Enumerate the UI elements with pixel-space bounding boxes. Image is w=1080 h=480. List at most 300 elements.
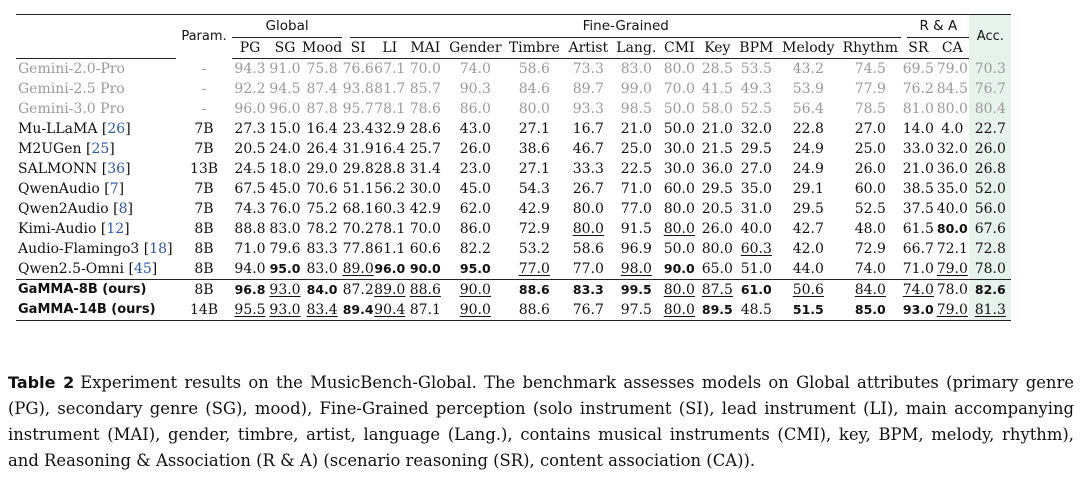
score-cell	[268, 219, 302, 239]
score-cell	[268, 79, 302, 99]
score-value: 77.8	[342, 241, 374, 257]
score-cell	[232, 59, 268, 80]
score-cell	[302, 259, 342, 280]
score-value: 89.0	[342, 261, 374, 277]
column-header: MAI	[405, 38, 445, 59]
score-cell	[232, 300, 268, 321]
score-value: 80.0	[936, 221, 968, 236]
score-value: 52.5	[740, 101, 772, 117]
score-value: 16.4	[374, 141, 406, 157]
score-value: 90.0	[459, 282, 491, 298]
score-cell	[302, 300, 342, 321]
score-cell	[232, 119, 268, 139]
score-cell	[342, 259, 374, 280]
score-cell	[613, 59, 659, 80]
score-value: 91.0	[269, 61, 301, 77]
score-value: 71.0	[620, 181, 652, 197]
score-value: 91.5	[620, 221, 652, 237]
param-cell: -	[201, 101, 207, 117]
accuracy-cell	[969, 159, 1011, 179]
score-value: 44.0	[792, 261, 824, 277]
score-value: 89.7	[572, 81, 604, 97]
score-cell	[935, 219, 969, 239]
score-value: 48.0	[854, 221, 886, 237]
score-value: 70.0	[409, 61, 441, 77]
score-value: 51.1	[342, 181, 374, 197]
score-cell	[405, 280, 445, 301]
table-row	[16, 300, 1011, 321]
score-value: 78.2	[306, 221, 338, 237]
score-cell	[735, 159, 777, 179]
table-row	[16, 79, 1011, 99]
score-value: 53.9	[792, 81, 824, 97]
score-value: 25.0	[620, 141, 652, 157]
score-cell	[735, 139, 777, 159]
score-value: 83.3	[572, 282, 604, 297]
score-value: 80.0	[572, 221, 604, 237]
score-value: 42.9	[409, 201, 441, 217]
column-header: Mood	[302, 38, 342, 59]
score-cell	[445, 239, 505, 259]
score-cell	[268, 139, 302, 159]
score-cell	[563, 239, 613, 259]
score-value: 24.0	[269, 141, 301, 157]
score-value: 84.0	[854, 282, 886, 298]
score-value: 70.0	[409, 221, 441, 237]
score-cell	[839, 259, 901, 280]
score-value: 43.2	[792, 61, 824, 77]
score-cell	[232, 139, 268, 159]
score-cell	[935, 199, 969, 219]
score-cell	[735, 119, 777, 139]
score-cell	[342, 179, 374, 199]
score-value: 61.0	[740, 282, 772, 297]
score-cell	[613, 179, 659, 199]
score-value: 27.1	[518, 121, 550, 137]
score-value: 72.1	[936, 241, 968, 257]
score-cell	[699, 79, 735, 99]
score-value: 23.4	[342, 121, 374, 137]
score-value: 84.5	[936, 81, 968, 97]
column-header: BPM	[735, 38, 777, 59]
score-cell	[659, 179, 699, 199]
score-cell	[935, 280, 969, 301]
score-value: 56.0	[974, 201, 1006, 217]
score-cell	[901, 259, 935, 280]
score-cell	[374, 179, 405, 199]
score-cell	[699, 259, 735, 280]
score-value: 27.3	[234, 121, 266, 137]
score-value: 29.1	[792, 181, 824, 197]
score-cell	[563, 59, 613, 80]
score-value: 21.0	[902, 161, 934, 177]
score-value: 52.0	[974, 181, 1006, 197]
score-cell	[232, 259, 268, 280]
score-value: 42.7	[792, 221, 824, 237]
score-cell	[374, 280, 405, 301]
column-header: SI	[342, 38, 374, 59]
score-cell	[735, 199, 777, 219]
score-value: 31.9	[342, 141, 374, 157]
score-value: 4.0	[941, 121, 964, 137]
score-value: 95.0	[459, 261, 491, 276]
score-cell	[735, 300, 777, 321]
score-value: 71.0	[902, 261, 934, 277]
score-value: 26.0	[854, 161, 886, 177]
score-value: 86.0	[459, 101, 491, 117]
score-cell	[445, 199, 505, 219]
global-group-header: Global	[232, 15, 342, 38]
score-cell	[935, 99, 969, 119]
score-value: 87.4	[306, 81, 338, 97]
score-cell	[445, 219, 505, 239]
accuracy-cell	[969, 99, 1011, 119]
table-row	[16, 99, 1011, 119]
score-value: 52.5	[854, 201, 886, 217]
score-value: 90.0	[663, 261, 695, 276]
score-value: 30.0	[409, 181, 441, 197]
score-value: 24.9	[792, 161, 824, 177]
score-cell	[302, 219, 342, 239]
score-cell	[302, 99, 342, 119]
score-value: 93.3	[572, 101, 604, 117]
ra-group-header: R & A	[907, 15, 969, 38]
score-value: 22.5	[620, 161, 652, 177]
score-value: 81.3	[974, 302, 1006, 318]
score-cell	[342, 219, 374, 239]
score-cell	[659, 99, 699, 119]
score-value: 22.8	[792, 121, 824, 137]
table-row	[16, 59, 1011, 80]
score-value: 54.3	[518, 181, 550, 197]
score-value: 79.0	[936, 302, 968, 318]
score-value: 94.5	[269, 81, 301, 97]
score-value: 15.0	[269, 121, 301, 137]
column-header: LI	[374, 38, 405, 59]
score-cell	[613, 99, 659, 119]
score-value: 38.6	[518, 141, 550, 157]
accuracy-cell	[969, 199, 1011, 219]
score-value: 58.6	[572, 241, 604, 257]
score-cell	[777, 59, 839, 80]
score-value: 79.6	[269, 241, 301, 257]
score-value: 66.7	[902, 241, 934, 257]
score-cell	[505, 300, 563, 321]
score-value: 24.9	[792, 141, 824, 157]
caption-label: Table 2	[8, 373, 75, 392]
table-row: SALMONN [36] 13B 24.5 18.0 29.0 29.8 28.8 31.4 23.0 27.1 33.3 22.5 30.0 36.0 27.0 24.9 26.0 21.0 36.0 26.8	[16, 159, 1011, 179]
score-value: 29.5	[740, 141, 772, 157]
score-value: 88.6	[409, 282, 441, 298]
score-value: 95.0	[269, 261, 301, 276]
score-value: 42.9	[518, 201, 550, 217]
score-cell	[232, 219, 268, 239]
score-cell	[613, 219, 659, 239]
score-value: 78.5	[854, 101, 886, 117]
column-header: SR	[901, 38, 935, 59]
score-value: 30.0	[663, 161, 695, 177]
score-value: 60.3	[740, 241, 772, 257]
score-cell	[505, 239, 563, 259]
score-cell	[935, 259, 969, 280]
column-header: Rhythm	[839, 38, 901, 59]
score-cell	[374, 119, 405, 139]
score-cell	[659, 59, 699, 80]
score-value: 90.4	[374, 302, 406, 318]
score-cell	[342, 300, 374, 321]
score-value: 93.0	[902, 302, 934, 317]
score-value: 56.2	[374, 181, 406, 197]
citation-link[interactable]: 8	[118, 201, 128, 217]
score-value: 30.0	[663, 141, 695, 157]
model-name: Gemini-2.0-Pro	[18, 61, 125, 77]
param-cell: -	[201, 81, 207, 97]
score-value: 53.5	[740, 61, 772, 77]
score-cell	[232, 199, 268, 219]
score-cell	[777, 199, 839, 219]
score-cell	[445, 119, 505, 139]
score-value: 24.5	[234, 161, 266, 177]
score-cell	[405, 300, 445, 321]
score-value: 72.9	[854, 241, 886, 257]
score-cell	[735, 99, 777, 119]
score-value: 29.5	[792, 201, 824, 217]
citation-link[interactable]: 26	[107, 121, 126, 137]
accuracy-cell	[969, 219, 1011, 239]
score-value: 99.0	[620, 81, 652, 97]
score-value: 70.0	[663, 81, 695, 97]
score-cell	[342, 119, 374, 139]
score-cell	[659, 79, 699, 99]
score-cell	[232, 179, 268, 199]
score-value: 72.9	[518, 221, 550, 237]
score-cell	[405, 179, 445, 199]
score-value: 81.0	[902, 101, 934, 117]
score-value: 96.9	[620, 241, 652, 257]
score-cell	[374, 239, 405, 259]
score-value: 16.7	[572, 121, 604, 137]
citation-link[interactable]: 25	[91, 141, 110, 157]
score-cell	[268, 280, 302, 301]
score-value: 80.0	[663, 221, 695, 237]
score-cell	[505, 99, 563, 119]
score-value: 27.0	[740, 161, 772, 177]
score-value: 45.0	[459, 181, 491, 197]
score-cell	[232, 239, 268, 259]
score-cell	[374, 59, 405, 80]
score-value: 61.5	[902, 221, 934, 237]
score-cell	[374, 199, 405, 219]
score-value: 78.1	[374, 101, 406, 117]
model-name: Kimi-Audio	[18, 221, 97, 237]
score-value: 41.5	[701, 81, 733, 97]
score-cell	[777, 259, 839, 280]
score-cell	[613, 139, 659, 159]
score-cell	[613, 159, 659, 179]
score-value: 89.5	[701, 302, 733, 317]
accuracy-cell	[969, 139, 1011, 159]
model-name: Gemini-2.5 Pro	[18, 81, 125, 97]
score-value: 78.0	[974, 261, 1006, 277]
score-cell	[935, 119, 969, 139]
score-value: 68.1	[342, 201, 374, 217]
score-cell	[839, 79, 901, 99]
score-cell	[777, 99, 839, 119]
score-cell	[659, 139, 699, 159]
score-value: 94.0	[234, 261, 266, 277]
table-row: Qwen2Audio [8] 7B 74.3 76.0 75.2 68.1 60.3 42.9 62.0 42.9 80.0 77.0 80.0 20.5 31.0 29.5 52.5 37.5 40.0 56.0	[16, 199, 1011, 219]
score-cell	[268, 99, 302, 119]
score-cell	[302, 280, 342, 301]
score-value: 14.0	[902, 121, 934, 137]
score-cell	[374, 79, 405, 99]
score-value: 46.7	[572, 141, 604, 157]
score-value: 18.0	[269, 161, 301, 177]
score-value: 36.0	[701, 161, 733, 177]
score-value: 88.6	[518, 302, 550, 318]
score-value: 93.0	[269, 282, 301, 298]
score-cell	[405, 79, 445, 99]
score-value: 78.1	[374, 221, 406, 237]
citation-link[interactable]: 7	[109, 181, 119, 197]
score-value: 26.0	[974, 141, 1006, 157]
score-value: 40.0	[936, 201, 968, 217]
score-value: 23.0	[459, 161, 491, 177]
score-value: 62.0	[459, 201, 491, 217]
score-value: 87.1	[409, 302, 441, 318]
model-name: Gemini-3.0 Pro	[18, 101, 125, 117]
score-value: 25.7	[409, 141, 441, 157]
score-cell	[735, 219, 777, 239]
score-value: 33.0	[902, 141, 934, 157]
score-cell	[839, 219, 901, 239]
citation-link[interactable]: 18	[149, 241, 168, 257]
score-cell	[342, 99, 374, 119]
score-cell	[839, 99, 901, 119]
score-value: 96.0	[374, 261, 406, 276]
citation-link[interactable]: 36	[107, 161, 126, 177]
accuracy-cell	[969, 79, 1011, 99]
score-cell	[445, 139, 505, 159]
score-value: 28.8	[374, 161, 406, 177]
score-cell	[901, 300, 935, 321]
score-cell	[445, 59, 505, 80]
score-value: 28.5	[701, 61, 733, 77]
score-cell	[342, 199, 374, 219]
accuracy-cell	[969, 239, 1011, 259]
score-value: 21.0	[701, 121, 733, 137]
score-value: 92.2	[234, 81, 266, 97]
score-value: 42.0	[792, 241, 824, 257]
accuracy-cell	[969, 119, 1011, 139]
score-value: 74.3	[234, 201, 266, 217]
score-cell	[374, 99, 405, 119]
score-value: 76.6	[342, 61, 374, 77]
score-cell	[935, 159, 969, 179]
table-row: M2UGen [25] 7B 20.5 24.0 26.4 31.9 16.4 25.7 26.0 38.6 46.7 25.0 30.0 21.5 29.5 24.9 25.0 33.0 32.0 26.0	[16, 139, 1011, 159]
table-row: QwenAudio [7] 7B 67.5 45.0 70.6 51.1 56.2 30.0 45.0 54.3 26.7 71.0 60.0 29.5 35.0 29.1 60.0 38.5 35.0 52.0	[16, 179, 1011, 199]
score-value: 25.0	[854, 141, 886, 157]
score-cell	[445, 99, 505, 119]
score-cell	[302, 139, 342, 159]
model-name: SALMONN	[18, 161, 98, 177]
score-cell	[901, 139, 935, 159]
score-cell	[563, 259, 613, 280]
score-value: 48.5	[740, 302, 772, 318]
score-cell	[374, 219, 405, 239]
score-value: 80.0	[518, 101, 550, 117]
score-cell	[563, 179, 613, 199]
score-value: 80.0	[663, 302, 695, 318]
score-cell	[659, 159, 699, 179]
score-value: 80.0	[663, 201, 695, 217]
score-value: 49.3	[740, 81, 772, 97]
score-value: 76.0	[269, 201, 301, 217]
results-table	[16, 14, 1011, 321]
citation-link[interactable]: 12	[106, 221, 125, 237]
score-cell	[302, 59, 342, 80]
score-value: 32.0	[936, 141, 968, 157]
score-value: 50.6	[792, 282, 824, 298]
score-value: 82.6	[974, 282, 1006, 297]
score-cell	[901, 280, 935, 301]
param-cell: 8B	[194, 221, 214, 237]
table-row: Qwen2.5-Omni [45] 8B 94.0 95.0 83.0 89.0 96.0 90.0 95.0 77.0 77.0 98.0 90.0 65.0 51.0 44.0 74.0 71.0 79.0 78.0	[16, 259, 1011, 280]
score-value: 83.0	[306, 261, 338, 277]
score-cell	[505, 179, 563, 199]
param-cell: 13B	[189, 161, 219, 177]
table-caption	[8, 370, 1074, 474]
param-cell: 7B	[194, 181, 214, 197]
citation-link[interactable]: 45	[133, 261, 152, 277]
model-name: GaMMA-8B (ours)	[18, 282, 147, 297]
score-cell	[699, 119, 735, 139]
score-cell	[563, 300, 613, 321]
score-value: 90.0	[459, 302, 491, 318]
caption-text: Experiment results on the MusicBench-Global. The benchmark assesses models on Global attributes (primary genre (PG), secondary genre (SG), mood), Fine-Grained perception (solo instrument (SI), lead instrument (LI), main accompanying instrument (MAI), gender, timbre, artist, language (Lang.), contains musical instruments (CMI), key, BPM, melody, rhythm), and Reasoning & Association (R & A) (scenario reasoning (SR), content association (CA)).	[8, 373, 1075, 470]
param-cell: 14B	[176, 300, 232, 321]
score-value: 26.0	[701, 221, 733, 237]
score-value: 36.0	[936, 161, 968, 177]
score-cell	[613, 280, 659, 301]
score-value: 80.0	[701, 241, 733, 257]
score-value: 73.3	[572, 61, 604, 77]
score-cell	[935, 59, 969, 80]
score-value: 86.0	[459, 221, 491, 237]
score-cell	[935, 239, 969, 259]
score-cell	[613, 259, 659, 280]
score-value: 96.0	[269, 101, 301, 117]
score-value: 43.0	[459, 121, 491, 137]
score-value: 89.4	[342, 302, 374, 317]
score-cell	[268, 159, 302, 179]
score-value: 60.6	[409, 241, 441, 257]
score-cell	[232, 79, 268, 99]
score-value: 58.0	[701, 101, 733, 117]
score-cell	[839, 59, 901, 80]
score-value: 20.5	[234, 141, 266, 157]
score-value: 94.3	[234, 61, 266, 77]
score-value: 51.5	[792, 302, 824, 317]
score-cell	[699, 59, 735, 80]
score-value: 27.1	[518, 161, 550, 177]
score-value: 87.8	[306, 101, 338, 117]
score-value: 56.4	[792, 101, 824, 117]
score-cell	[505, 79, 563, 99]
score-cell	[699, 99, 735, 119]
score-cell	[374, 139, 405, 159]
score-cell	[445, 79, 505, 99]
